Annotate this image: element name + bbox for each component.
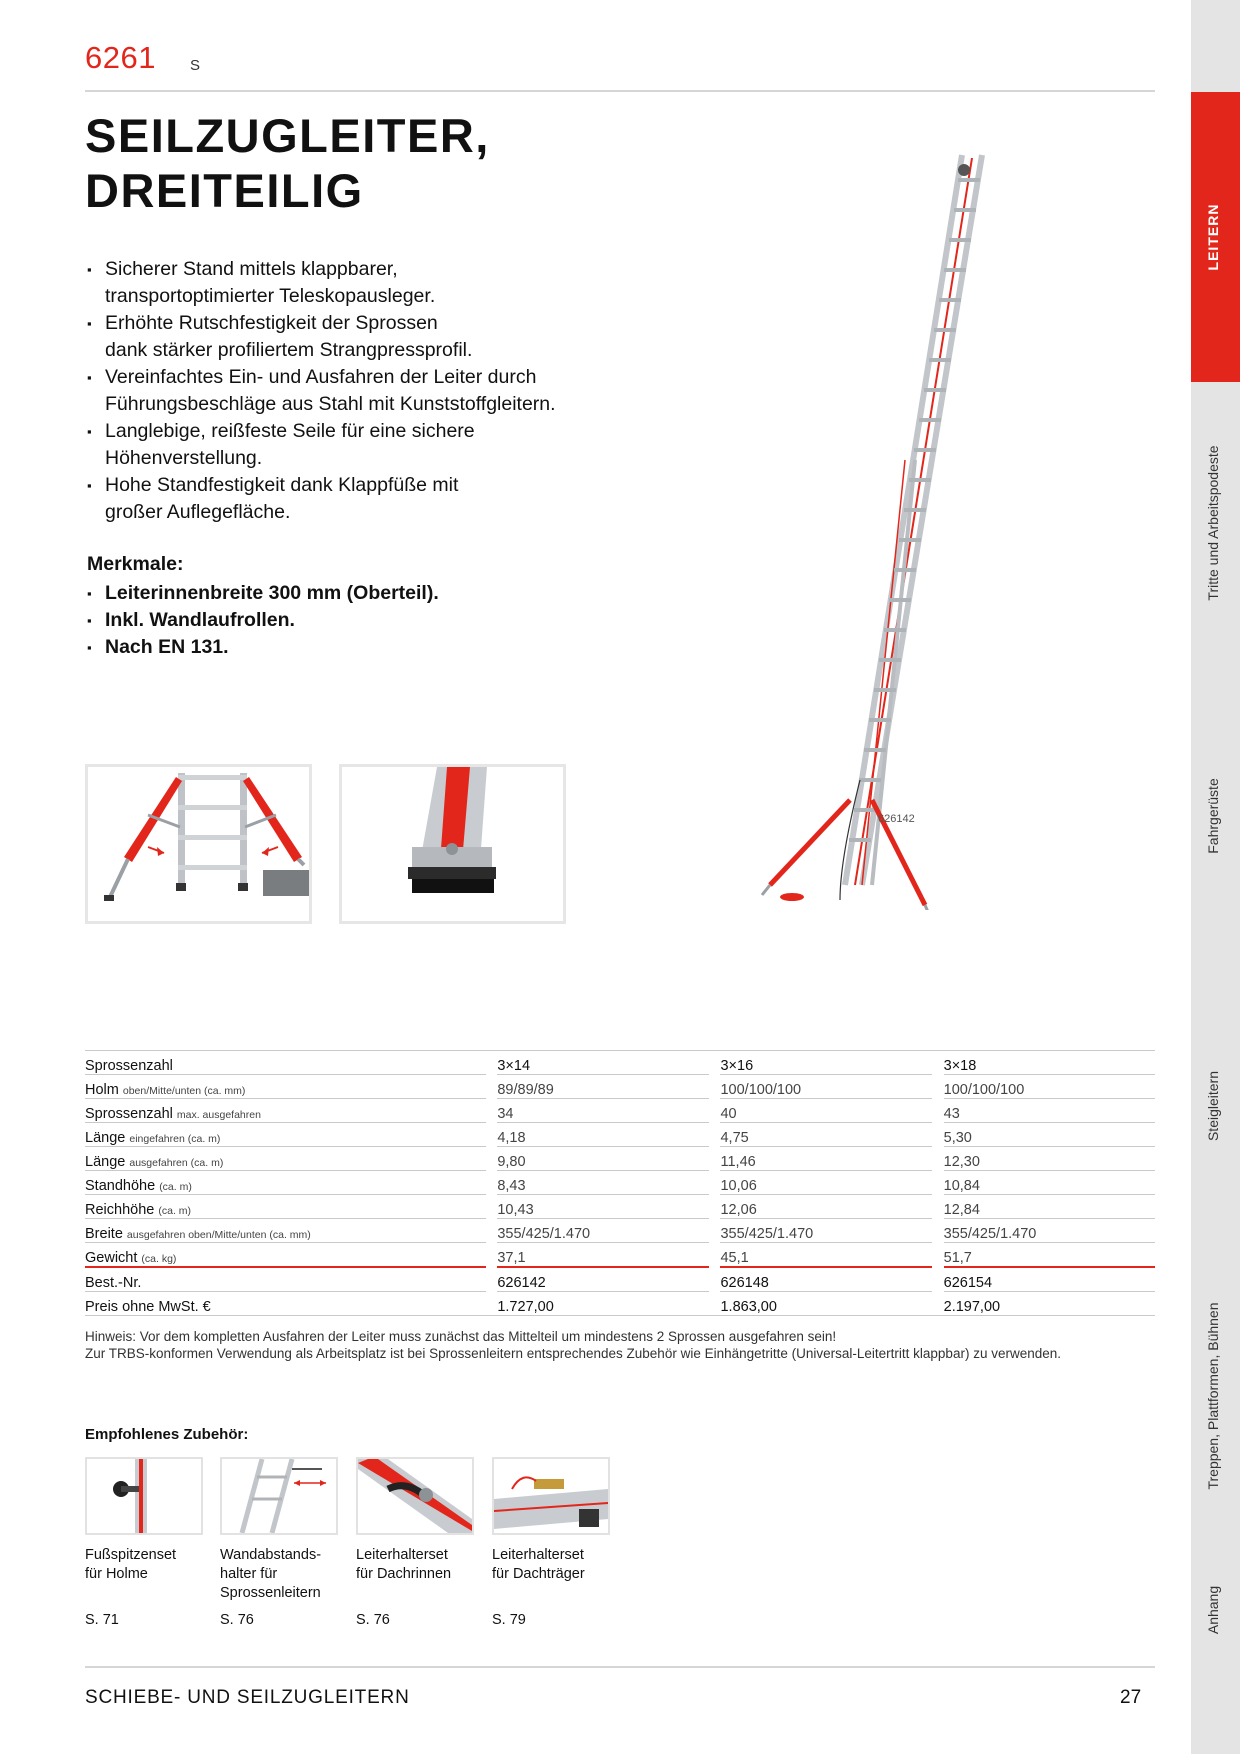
feature-item: ▪ Langlebige, reißfeste Seile für eine sichere Höhenverstellung. [87,418,647,472]
table-cell: 1.863,00 [720,1291,931,1316]
row-label: Holm oben/Mitte/unten (ca. mm) [85,1074,486,1098]
ladder-foot-illustration [342,767,563,921]
product-image-ladder [740,140,1020,910]
merkmal-item: ▪ Inkl. Wandlaufrollen. [87,607,647,634]
feature-item: ▪ Erhöhte Rutschfestigkeit der Sprossen dank stärker profiliertem Strangpressprofil. [87,310,647,364]
table-row [85,1242,1155,1266]
table-cell: 43 [944,1098,1155,1122]
table-cell: 37,1 [497,1242,708,1266]
title-line-1: SEILZUGLEITER, [85,109,490,162]
page-number: 27 [1120,1687,1142,1708]
chapter-tab-leitern[interactable]: LEITERN [1205,203,1221,271]
row-label: Reichhöhe (ca. m) [85,1194,486,1218]
table-cell: 100/100/100 [720,1074,931,1098]
detail-image-feet [85,764,312,924]
row-label: Preis ohne MwSt. € [85,1291,486,1316]
table-row [85,1291,1155,1316]
table-cell: 8,43 [497,1170,708,1194]
accessory-image-roof-holder[interactable] [492,1457,610,1535]
row-label-sub: (ca. kg) [141,1253,177,1265]
table-cell: 626148 [720,1266,931,1291]
spec-table [85,1050,1155,1316]
table-cell: 45,1 [720,1242,931,1266]
table-cell: 89/89/89 [497,1074,708,1098]
table-row [85,1146,1155,1170]
note-line-2: Zur TRBS-konformen Verwendung als Arbeitsplatz ist bei Sprossenleitern entsprechendes Zubehör wie Einhängetritte (Universal-Leitertritt klappbar) zu verwenden. [85,1346,1061,1361]
table-cell: 3×18 [944,1050,1155,1074]
gutter-holder-illustration [358,1459,472,1533]
table-cell: 4,18 [497,1122,708,1146]
row-label-sub: (ca. m) [159,1181,192,1193]
feature-item: ▪ Hohe Standfestigkeit dank Klappfüße mit großer Auflegefläche. [87,472,647,526]
row-label-sub: max. ausgefahren [176,1109,261,1121]
merkmale-list [87,580,647,661]
table-row [85,1098,1155,1122]
accessory-image-gutter-holder[interactable] [356,1457,474,1535]
row-label-sub: (ca. m) [158,1205,192,1217]
footer-section: SCHIEBE- UND SEILZUGLEITERN [85,1687,410,1708]
accessory-image-foot-tips[interactable] [85,1457,203,1535]
row-label-sub: ausgefahren (ca. m) [129,1157,224,1169]
chapter-tab-anhang[interactable]: Anhang [1205,1585,1221,1635]
chapter-tab-treppen[interactable]: Treppen, Plattformen, Bühnen [1205,1302,1221,1490]
accessory-page-ref[interactable]: S. 76 [220,1612,254,1628]
extension-ladder-illustration [740,140,1020,910]
chapter-tab-fahrgerueste[interactable]: Fahrgerüste [1205,778,1221,854]
feature-list [87,256,647,526]
table-cell: 355/425/1.470 [497,1218,708,1242]
row-label-sub: ausgefahren oben/Mitte/unten (ca. mm) [126,1229,311,1241]
table-cell: 1.727,00 [497,1291,708,1316]
table-cell: 10,06 [720,1170,931,1194]
chapter-tab-tritte[interactable]: Tritte und Arbeitspodeste [1205,445,1221,601]
article-number: 6261 [85,40,156,75]
foot-tips-illustration [87,1459,201,1533]
table-cell: 3×16 [720,1050,931,1074]
detail-image-foot [339,764,566,924]
row-label: Sprossenzahl max. ausgefahren [85,1098,486,1122]
row-label: Gewicht (ca. kg) [85,1242,486,1266]
product-image-code: 626142 [878,813,915,825]
accessory-page-ref[interactable]: S. 79 [492,1612,526,1628]
accessory-page-ref[interactable]: S. 71 [85,1612,119,1628]
page-title [85,108,490,218]
table-cell: 12,84 [944,1194,1155,1218]
table-cell: 3×14 [497,1050,708,1074]
merkmale-title: Merkmale: [87,553,184,575]
table-row [85,1194,1155,1218]
table-cell: 10,84 [944,1170,1155,1194]
chapter-tab-steigleitern[interactable]: Steigleitern [1205,1070,1221,1142]
table-cell: 100/100/100 [944,1074,1155,1098]
accessory-image-wall-spacer[interactable] [220,1457,338,1535]
table-row [85,1122,1155,1146]
table-cell: 4,75 [720,1122,931,1146]
accessory-page-ref[interactable]: S. 76 [356,1612,390,1628]
row-label-sub: eingefahren (ca. m) [129,1133,221,1145]
table-row [85,1170,1155,1194]
table-cell: 626154 [944,1266,1155,1291]
row-label-sub: oben/Mitte/unten (ca. mm) [122,1085,246,1097]
row-label: Standhöhe (ca. m) [85,1170,486,1194]
notes [85,1328,1165,1362]
roof-holder-illustration [494,1459,608,1533]
table-cell: 11,46 [720,1146,931,1170]
merkmal-item: ▪ Leiterinnenbreite 300 mm (Oberteil). [87,580,647,607]
merkmal-item: ▪ Nach EN 131. [87,634,647,661]
feature-item: ▪ Vereinfachtes Ein- und Ausfahren der Leiter durch Führungsbeschläge aus Stahl mit Kunststoffgleitern. [87,364,647,418]
row-label: Breite ausgefahren oben/Mitte/unten (ca. mm) [85,1218,486,1242]
row-label: Länge ausgefahren (ca. m) [85,1146,486,1170]
accessory-name: Leiterhalterset für Dachträger [492,1547,585,1582]
table-cell: 626142 [497,1266,708,1291]
accessory-name: Fußspitzenset für Holme [85,1547,177,1582]
note-line-1: Hinweis: Vor dem kompletten Ausfahren der Leiter muss zunächst das Mittelteil um mindestens 2 Sprossen ausgefahren sein! [85,1329,837,1344]
accessory-name: Wandabstands- halter für Sprossenleitern [220,1547,322,1601]
table-row [85,1050,1155,1074]
accessories-title: Empfohlenes Zubehör: [85,1426,249,1443]
table-cell: 40 [720,1098,931,1122]
header-divider [85,90,1155,92]
table-cell: 2.197,00 [944,1291,1155,1316]
feature-item: ▪ Sicherer Stand mittels klappbarer, transportoptimierter Teleskopausleger. [87,256,647,310]
wall-spacer-illustration [222,1459,336,1533]
table-cell: 355/425/1.470 [944,1218,1155,1242]
table-row [85,1266,1155,1291]
table-cell: 10,43 [497,1194,708,1218]
table-cell: 5,30 [944,1122,1155,1146]
table-cell: 51,7 [944,1242,1155,1266]
table-cell: 12,30 [944,1146,1155,1170]
table-cell: 355/425/1.470 [720,1218,931,1242]
table-cell: 12,06 [720,1194,931,1218]
table-row [85,1074,1155,1098]
row-label: Best.-Nr. [85,1266,486,1291]
accessory-name: Leiterhalterset für Dachrinnen [356,1547,452,1582]
row-label: Sprossenzahl [85,1050,486,1074]
table-row [85,1218,1155,1242]
row-label: Länge eingefahren (ca. m) [85,1122,486,1146]
article-suffix: S [190,57,201,74]
table-cell: 34 [497,1098,708,1122]
footer-divider [85,1666,1155,1668]
table-cell: 9,80 [497,1146,708,1170]
title-line-2: DREITEILIG [85,164,364,217]
ladder-feet-illustration [88,767,309,921]
